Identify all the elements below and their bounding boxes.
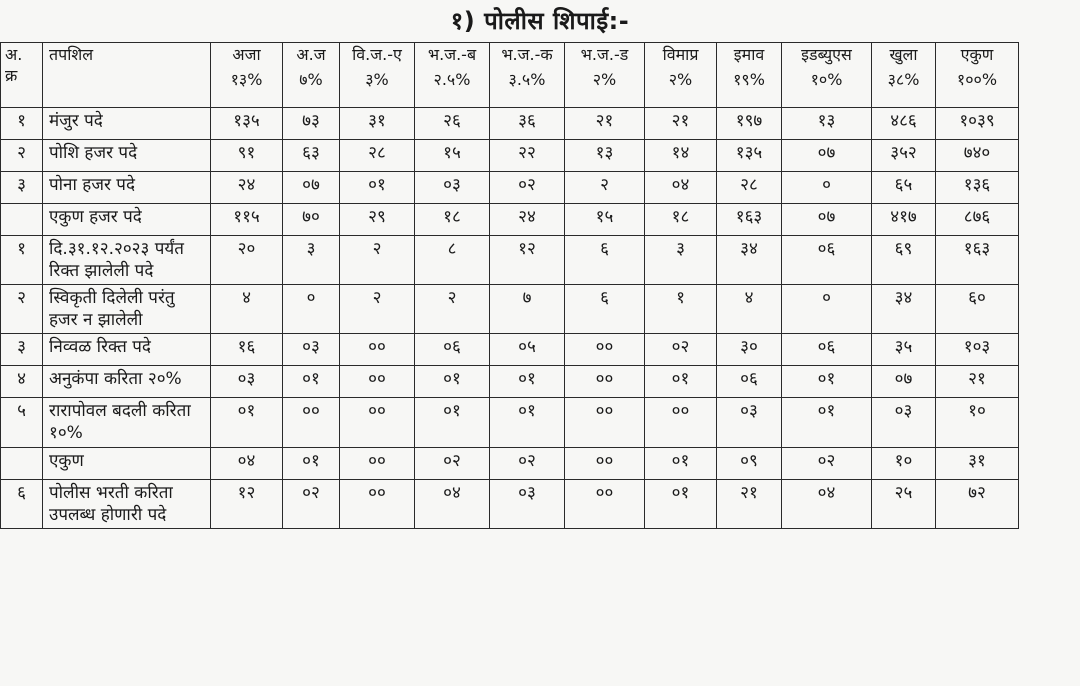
row-description: अनुकंपा करिता २०%: [43, 366, 211, 398]
header-column-percent: ३८%: [887, 69, 920, 89]
row-value: १३६: [936, 172, 1019, 204]
row-value: ४: [211, 285, 283, 334]
row-value: १८: [645, 204, 717, 236]
row-value: ०१: [283, 447, 340, 479]
row-value: ००: [645, 398, 717, 447]
header-column-name: वि.ज.-ए: [352, 45, 402, 64]
row-value: ००: [340, 447, 415, 479]
row-serial: ३: [1, 172, 43, 204]
row-value: १६: [211, 334, 283, 366]
table-row: [1, 285, 1019, 334]
row-value: ०१: [283, 366, 340, 398]
row-value: २०: [211, 236, 283, 285]
row-serial: १: [1, 108, 43, 140]
row-value: ००: [340, 334, 415, 366]
row-value: ३५२: [872, 140, 936, 172]
row-value: १२: [490, 236, 565, 285]
row-serial: ३: [1, 334, 43, 366]
row-value: १: [645, 285, 717, 334]
header-column-name: भ.ज.-ड: [580, 45, 629, 64]
header-column-name: खुला: [889, 45, 918, 64]
row-value: १३: [782, 108, 872, 140]
table-row: [1, 366, 1019, 398]
row-value: २: [340, 285, 415, 334]
header-column: [565, 43, 645, 108]
row-value: ००: [565, 479, 645, 528]
row-value: ८७६: [936, 204, 1019, 236]
row-value: ०६: [415, 334, 490, 366]
row-value: २: [340, 236, 415, 285]
row-serial: [1, 204, 43, 236]
row-value: ०३: [415, 172, 490, 204]
row-value: ००: [340, 398, 415, 447]
header-column-name: इमाव: [733, 45, 765, 64]
table-row: [1, 334, 1019, 366]
row-value: ०१: [415, 366, 490, 398]
row-description: एकुण: [43, 447, 211, 479]
row-value: २९: [340, 204, 415, 236]
row-value: ६: [565, 285, 645, 334]
row-value: १९७: [717, 108, 782, 140]
vacancy-table: [0, 42, 1019, 529]
row-value: १२: [211, 479, 283, 528]
row-value: २: [565, 172, 645, 204]
header-column-name: विमाप्र: [662, 45, 699, 64]
header-column-percent: ७%: [299, 69, 323, 89]
section-title: १) पोलीस शिपाई:-: [450, 7, 630, 35]
header-column-name: भ.ज.-क: [501, 45, 553, 64]
header-column: [936, 43, 1019, 108]
row-value: ४१७: [872, 204, 936, 236]
row-value: ०६: [782, 334, 872, 366]
row-description: रारापोवल बदली करिता १०%: [43, 398, 211, 447]
row-value: ०१: [490, 398, 565, 447]
header-column-percent: २%: [668, 69, 693, 89]
row-value: ०२: [645, 334, 717, 366]
row-value: ०४: [211, 447, 283, 479]
row-value: २: [415, 285, 490, 334]
row-value: ०१: [340, 172, 415, 204]
row-value: ०४: [645, 172, 717, 204]
row-value: ४: [717, 285, 782, 334]
row-value: ०३: [283, 334, 340, 366]
row-value: १५: [415, 140, 490, 172]
row-serial: ६: [1, 479, 43, 528]
table-row: [1, 236, 1019, 285]
table-row: [1, 447, 1019, 479]
header-serial-line1: अ.: [5, 45, 23, 64]
header-serial: [1, 43, 43, 108]
row-value: ०१: [782, 398, 872, 447]
header-column-percent: ३.५%: [508, 69, 546, 89]
row-description: मंजुर पदे: [43, 108, 211, 140]
row-value: १३५: [211, 108, 283, 140]
row-value: २५: [872, 479, 936, 528]
header-column-percent: ३%: [365, 69, 389, 89]
row-value: ११५: [211, 204, 283, 236]
header-column-percent: १०%: [810, 69, 843, 89]
row-value: ३५: [872, 334, 936, 366]
row-value: ०: [782, 285, 872, 334]
row-value: ३१: [936, 447, 1019, 479]
header-description: तपशिल: [43, 43, 211, 108]
row-value: ०२: [415, 447, 490, 479]
header-column: [645, 43, 717, 108]
row-value: ०३: [211, 366, 283, 398]
row-value: २२: [490, 140, 565, 172]
row-description: स्विकृती दिलेली परंतु हजर न झालेली: [43, 285, 211, 334]
row-value: ९१: [211, 140, 283, 172]
row-serial: [1, 447, 43, 479]
row-value: ०१: [645, 479, 717, 528]
row-value: ७: [490, 285, 565, 334]
row-value: ०१: [645, 447, 717, 479]
row-value: ३: [283, 236, 340, 285]
row-description: पोशि हजर पदे: [43, 140, 211, 172]
row-value: ७२: [936, 479, 1019, 528]
row-value: ६: [565, 236, 645, 285]
row-value: १०: [936, 398, 1019, 447]
row-value: ६९: [872, 236, 936, 285]
row-value: १६३: [936, 236, 1019, 285]
header-column-percent: २%: [592, 69, 617, 89]
row-serial: ५: [1, 398, 43, 447]
row-value: ३४: [872, 285, 936, 334]
row-value: २६: [415, 108, 490, 140]
row-value: ७४०: [936, 140, 1019, 172]
row-value: ००: [283, 398, 340, 447]
row-value: २८: [340, 140, 415, 172]
table-row: [1, 204, 1019, 236]
row-value: १६३: [717, 204, 782, 236]
header-column: [782, 43, 872, 108]
table-row: [1, 398, 1019, 447]
table-row: [1, 140, 1019, 172]
row-value: ३६: [490, 108, 565, 140]
row-value: ०१: [415, 398, 490, 447]
row-value: ०५: [490, 334, 565, 366]
row-value: २४: [211, 172, 283, 204]
row-value: ०४: [415, 479, 490, 528]
row-description: पोना हजर पदे: [43, 172, 211, 204]
row-value: ६०: [936, 285, 1019, 334]
row-value: ०: [283, 285, 340, 334]
table-row: [1, 108, 1019, 140]
row-value: ०१: [782, 366, 872, 398]
row-value: ०२: [283, 479, 340, 528]
row-value: १३: [565, 140, 645, 172]
header-column: [211, 43, 283, 108]
row-description: पोलीस भरती करिता उपलब्ध होणारी पदे: [43, 479, 211, 528]
row-value: ०१: [490, 366, 565, 398]
row-value: १०३: [936, 334, 1019, 366]
row-description: एकुण हजर पदे: [43, 204, 211, 236]
header-column-percent: १३%: [230, 69, 263, 89]
row-description: दि.३१.१२.२०२३ पर्यंत रिक्त झालेली पदे: [43, 236, 211, 285]
row-value: ०७: [782, 140, 872, 172]
header-column: [415, 43, 490, 108]
row-value: ०४: [782, 479, 872, 528]
table-row: [1, 172, 1019, 204]
row-serial: १: [1, 236, 43, 285]
row-value: ६५: [872, 172, 936, 204]
header-column-name: अ.ज: [296, 45, 326, 64]
row-value: ००: [565, 334, 645, 366]
row-value: ३१: [340, 108, 415, 140]
row-value: ०२: [490, 447, 565, 479]
header-column-name: भ.ज.-ब: [427, 45, 477, 64]
header-column-percent: १००%: [956, 69, 998, 89]
row-value: १४: [645, 140, 717, 172]
row-value: १३५: [717, 140, 782, 172]
row-value: ०६: [782, 236, 872, 285]
row-value: ०१: [211, 398, 283, 447]
row-value: २४: [490, 204, 565, 236]
header-column: [340, 43, 415, 108]
row-description: निव्वळ रिक्त पदे: [43, 334, 211, 366]
row-value: ००: [340, 479, 415, 528]
table-body: [1, 108, 1019, 529]
row-value: ००: [565, 366, 645, 398]
row-value: २१: [645, 108, 717, 140]
row-value: २१: [717, 479, 782, 528]
header-column: [283, 43, 340, 108]
row-value: ३४: [717, 236, 782, 285]
row-value: २१: [936, 366, 1019, 398]
row-serial: २: [1, 285, 43, 334]
row-value: ००: [565, 447, 645, 479]
row-value: ०७: [782, 204, 872, 236]
row-value: ०२: [490, 172, 565, 204]
row-value: ३०: [717, 334, 782, 366]
row-value: ०६: [717, 366, 782, 398]
row-value: ७०: [283, 204, 340, 236]
header-column-name: अजा: [232, 45, 261, 64]
row-value: ३: [645, 236, 717, 285]
row-value: १५: [565, 204, 645, 236]
row-value: ८: [415, 236, 490, 285]
row-value: १०: [872, 447, 936, 479]
row-value: ०९: [717, 447, 782, 479]
row-value: ०७: [872, 366, 936, 398]
header-column-name: इडब्युएस: [801, 45, 852, 64]
row-value: ०३: [872, 398, 936, 447]
header-column: [872, 43, 936, 108]
header-serial-line2: क्र: [5, 65, 18, 85]
row-serial: २: [1, 140, 43, 172]
row-value: ६३: [283, 140, 340, 172]
row-value: ०२: [782, 447, 872, 479]
row-value: १८: [415, 204, 490, 236]
row-value: ०१: [645, 366, 717, 398]
row-value: ०७: [283, 172, 340, 204]
header-column: [717, 43, 782, 108]
header-column: [490, 43, 565, 108]
row-value: ७३: [283, 108, 340, 140]
row-value: २८: [717, 172, 782, 204]
row-value: १०३९: [936, 108, 1019, 140]
row-value: ४८६: [872, 108, 936, 140]
row-value: ०: [782, 172, 872, 204]
table-row: [1, 479, 1019, 528]
row-value: ०३: [717, 398, 782, 447]
row-value: ०३: [490, 479, 565, 528]
row-value: ००: [340, 366, 415, 398]
row-serial: ४: [1, 366, 43, 398]
header-column-percent: २.५%: [433, 69, 471, 89]
header-column-name: एकुण: [960, 45, 994, 64]
row-value: ००: [565, 398, 645, 447]
table-header-row: [1, 43, 1019, 108]
header-column-percent: १९%: [733, 69, 765, 89]
row-value: २१: [565, 108, 645, 140]
